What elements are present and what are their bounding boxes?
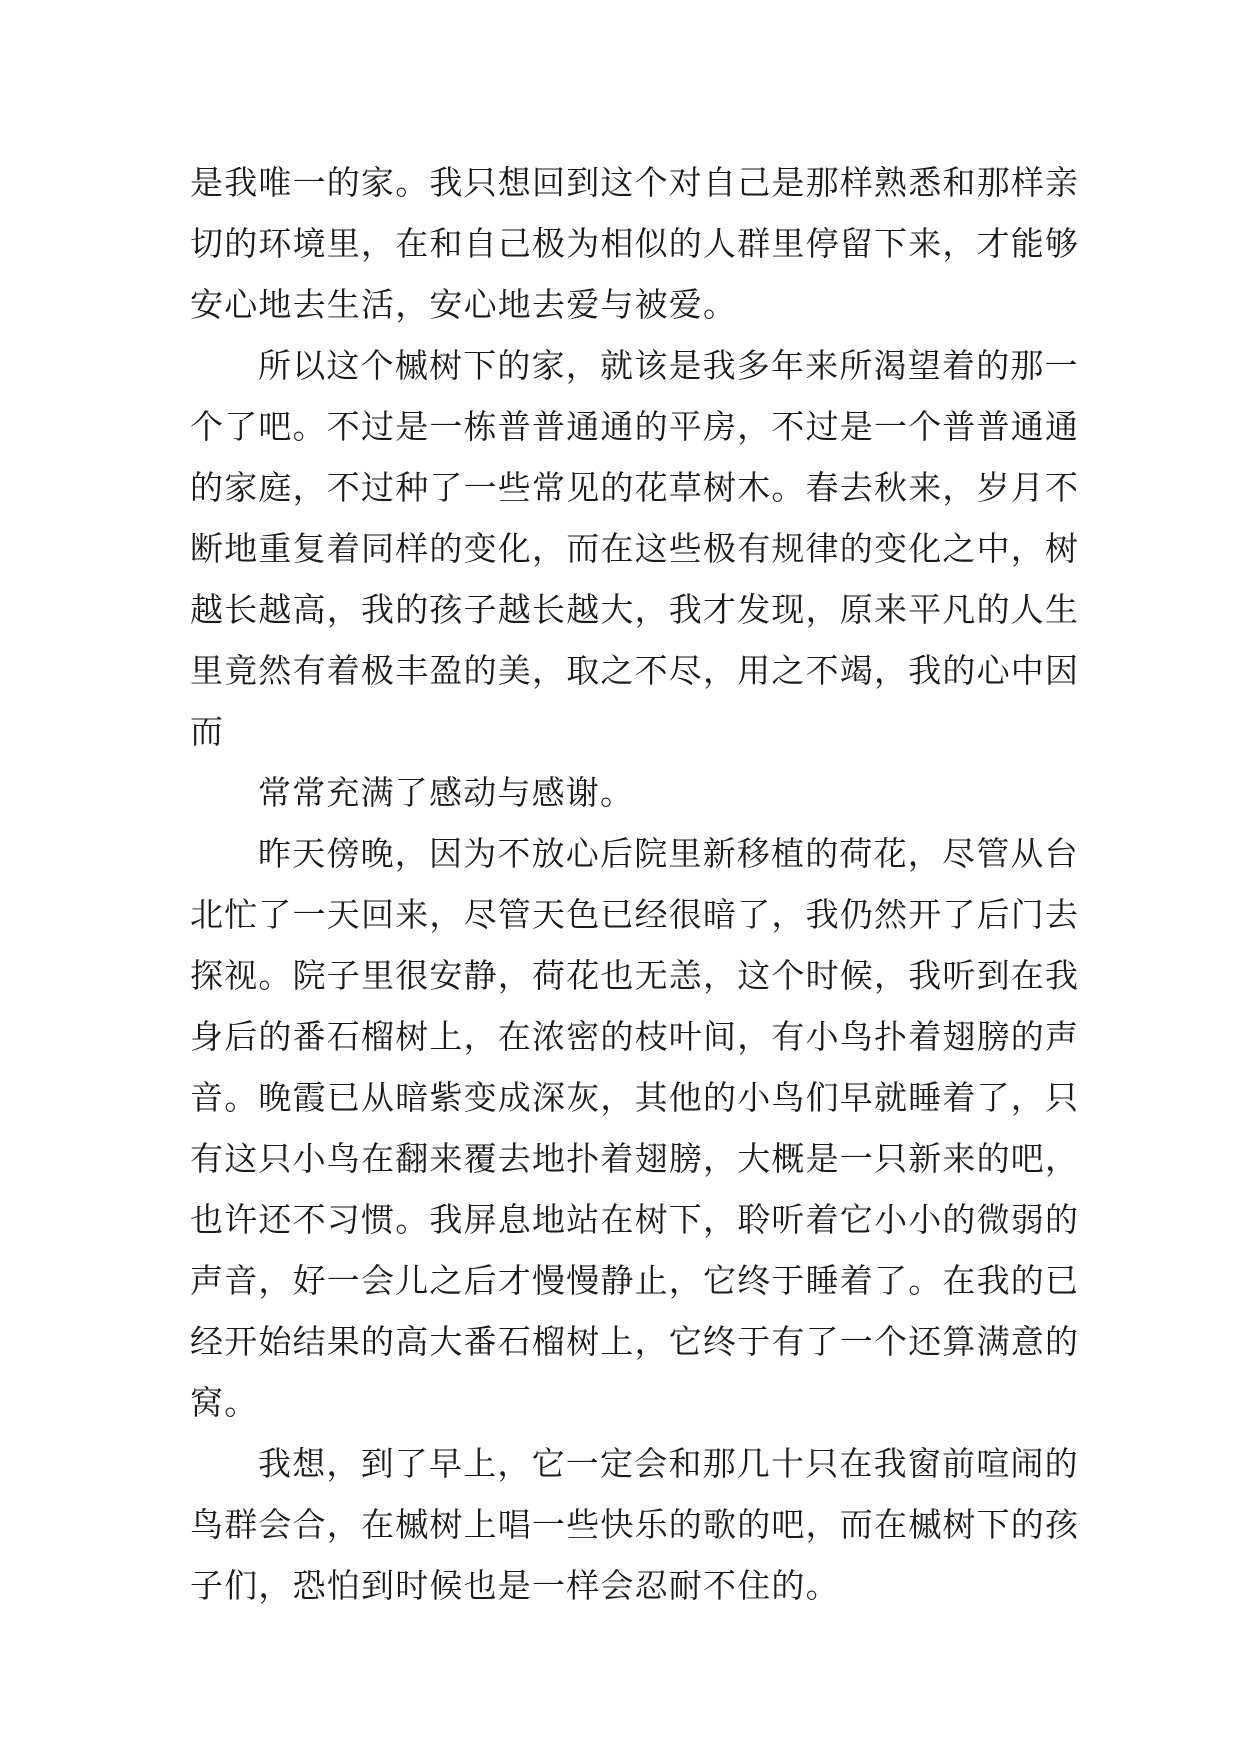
text-line: 有这只小鸟在翻来覆去地扑着翅膀，大概是一只新来的吧， <box>190 1139 1080 1178</box>
paragraph-first-line: 所以这个槭树下的家，就该是我多年来所渴望着的那一 <box>258 346 1079 385</box>
text-line: 经开始结果的高大番石榴树上，它终于有了一个还算满意的 <box>190 1322 1080 1361</box>
text-line: 身后的番石榴树上，在浓密的枝叶间，有小鸟扑着翅膀的声 <box>190 1017 1080 1056</box>
text-line: 子们，恐怕到时候也是一样会忍耐不住的。 <box>190 1566 840 1605</box>
paragraph-first-line: 常常充满了感动与感谢。 <box>258 773 635 812</box>
body-text <box>190 152 1080 1616</box>
text-line: 窝。 <box>190 1383 259 1422</box>
text-line: 里竟然有着极丰盈的美，取之不尽，用之不竭，我的心中因 <box>190 651 1080 690</box>
text-line: 是我唯一的家。我只想回到这个对自己是那样熟悉和那样亲 <box>190 163 1080 202</box>
text-line: 探视。院子里很安静，荷花也无恙，这个时候，我听到在我 <box>190 956 1080 995</box>
text-line: 声音，好一会儿之后才慢慢静止，它终于睡着了。在我的已 <box>190 1261 1080 1300</box>
text-line: 个了吧。不过是一栋普普通通的平房，不过是一个普普通通 <box>190 407 1080 446</box>
text-line: 越长越高，我的孩子越长越大，我才发现，原来平凡的人生 <box>190 590 1080 629</box>
text-line: 的家庭，不过种了一些常见的花草树木。春去秋来，岁月不 <box>190 468 1080 507</box>
text-line: 音。晚霞已从暗紫变成深灰，其他的小鸟们早就睡着了，只 <box>190 1078 1080 1117</box>
text-line: 而 <box>190 712 225 751</box>
text-line: 鸟群会合，在槭树上唱一些快乐的歌的吧，而在槭树下的孩 <box>190 1505 1080 1544</box>
text-line: 切的环境里，在和自己极为相似的人群里停留下来，才能够 <box>190 224 1080 263</box>
paragraph-first-line: 昨天傍晚，因为不放心后院里新移植的荷花，尽管从台 <box>258 834 1079 873</box>
text-line: 也许还不习惯。我屏息地站在树下，聆听着它小小的微弱的 <box>190 1200 1080 1239</box>
text-line: 北忙了一天回来，尽管天色已经很暗了，我仍然开了后门去 <box>190 895 1080 934</box>
text-line: 断地重复着同样的变化，而在这些极有规律的变化之中，树 <box>190 529 1080 568</box>
text-line: 安心地去生活，安心地去爱与被爱。 <box>190 285 738 324</box>
paragraph-first-line: 我想，到了早上，它一定会和那几十只在我窗前喧闹的 <box>258 1444 1079 1483</box>
